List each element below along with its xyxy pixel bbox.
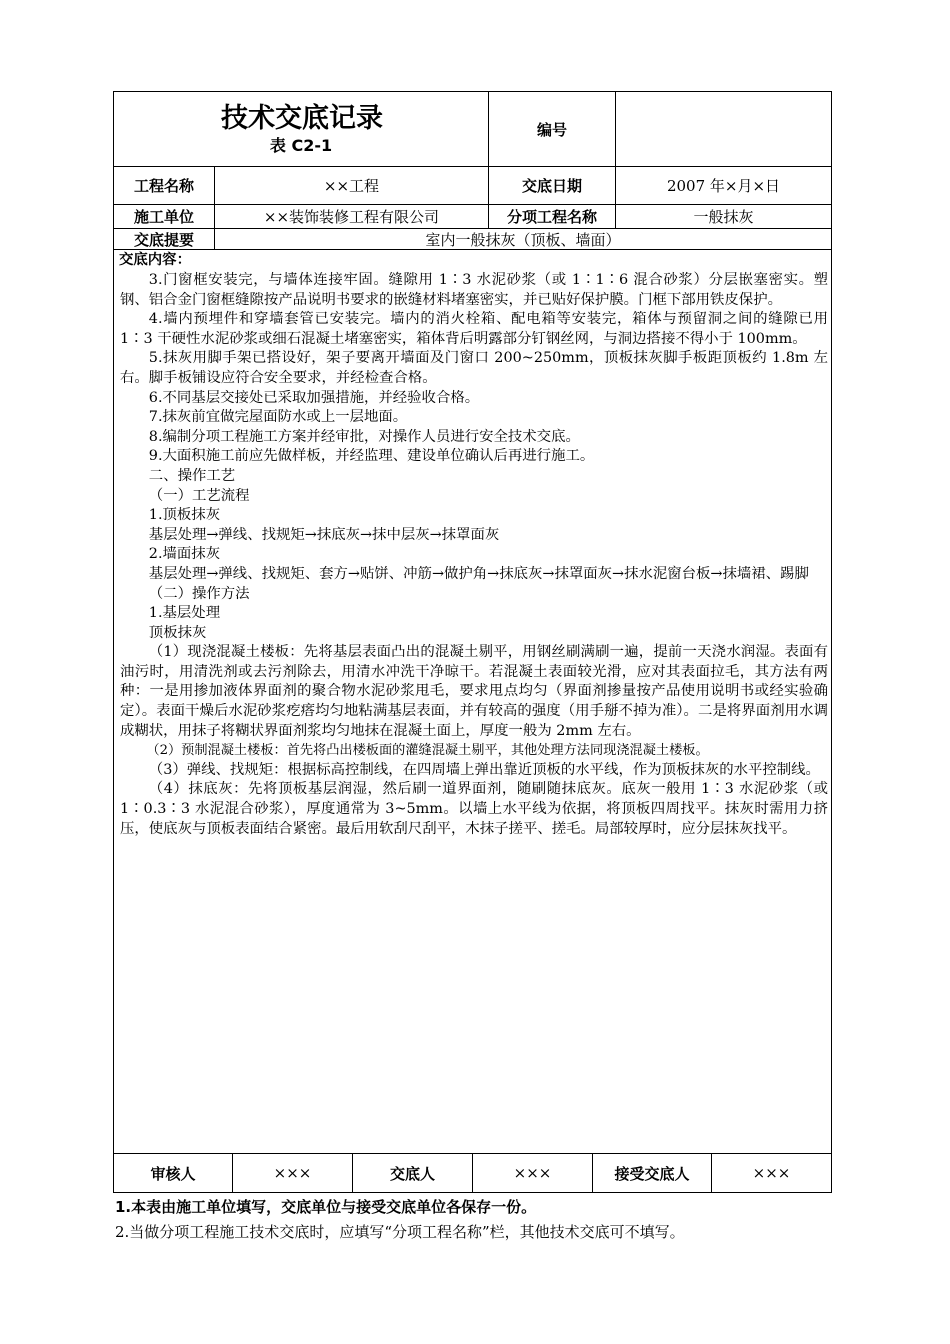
number-value (616, 92, 831, 166)
footnote-2: 2.当做分项工程施工技术交底时，应填写“分项工程名称”栏，其他技术交底可不填写。 (115, 1223, 685, 1241)
paragraph: 基层处理→弹线、找规矩→抹底灰→抹中层灰→抹罩面灰 (148, 526, 500, 543)
content-heading: 交底内容： (119, 252, 191, 268)
paragraph: 基层处理→弹线、找规矩、套方→贴饼、冲筋→做护角→抹底灰→抹罩面灰→抹水泥窗台板→抹墙裙、踢脚 (148, 565, 809, 582)
date-label: 交底日期 (521, 177, 582, 195)
date-value: 2007 年×月×日 (666, 177, 781, 195)
paragraph: 6.不同基层交接处已采取加强措施，并经验收合格。 (148, 389, 480, 406)
project-name-label: 工程名称 (133, 177, 194, 195)
paragraph: 2.墙面抹灰 (148, 546, 221, 563)
paragraph: 3.门窗框安装完，与墙体连接牢固。缝隙用 1∶3 水泥砂浆（或 1∶1∶6 混合砂浆）分层嵌塞密实。塑钢、铝合金门窗框缝隙按产品说明书要求的嵌缝材料堵塞密实，并已贴好保护膜。门框下部用铁皮保护。 (120, 272, 828, 308)
receiver-value: ××× (752, 1164, 791, 1182)
paragraph: 顶板抹灰 (148, 624, 207, 641)
paragraph: 1.顶板抹灰 (148, 507, 221, 524)
subproject-label: 分项工程名称 (506, 208, 597, 226)
paragraph: 8.编制分项工程施工方案并经审批，对操作人员进行安全技术交底。 (148, 428, 580, 445)
unit-label: 施工单位 (133, 208, 194, 226)
paragraph: （3）弹线、找规矩：根据标高控制线，在四周墙上弹出靠近顶板的水平线，作为顶板抹灰的水平控制线。 (148, 761, 820, 778)
page-title: 技术交底记录 (221, 103, 383, 134)
project-name-value: ××工程 (323, 177, 380, 195)
paragraph: 1.基层处理 (148, 605, 221, 622)
title-block (114, 92, 488, 166)
paragraph: 9.大面积施工前应先做样板，并经监理、建设单位确认后再进行施工。 (148, 448, 595, 465)
receiver-label: 接受交底人 (614, 1164, 690, 1183)
subsection-heading: （一）工艺流程 (148, 487, 250, 504)
summary-label: 交底提要 (133, 230, 194, 249)
unit-value: ××装饰装修工程有限公司 (263, 208, 440, 226)
reviewer-label: 审核人 (150, 1164, 196, 1183)
paragraph: 4.墙内预埋件和穿墙套管已安装完。墙内的消火栓箱、配电箱等安装完，箱体与预留洞之间的缝隙已用 1∶3 干硬性水泥砂浆或细石混凝土堵塞密实，箱体背后明露部分钉钢丝网，与洞边搭接不得小于 100mm。 (120, 311, 828, 347)
presenter-value: ××× (513, 1164, 552, 1182)
paragraph: （2）预制混凝土楼板：首先将凸出楼板面的灌缝混凝土剔平，其他处理方法同现浇混凝土楼板。 (146, 743, 709, 759)
number-label: 编号 (536, 120, 567, 139)
subsection-heading: （二）操作方法 (148, 585, 250, 602)
summary-value: 室内一般抹灰（顶板、墙面） (425, 230, 621, 249)
footnote-1: 1.本表由施工单位填写，交底单位与接受交底单位各保存一份。 (115, 1198, 537, 1216)
presenter-label: 交底人 (389, 1164, 435, 1183)
subproject-value: 一般抹灰 (693, 208, 754, 226)
paragraph: （1）现浇混凝土楼板：先将基层表面凸出的混凝土剔平，用钢丝刷满刷一遍，提前一天浇水润湿。表面有油污时，用清洗剂或去污剂除去，用清水冲洗干净晾干。若混凝土表面较光滑，应对其表面拉毛，其方法有两种：一是用掺加液体界面剂的聚合物水泥砂浆甩毛，要求甩点均匀（界面剂掺量按产品使用说明书或经实验确定）。表面干燥后水泥砂浆疙瘩均匀地粘满基层表面，并有较高的强度（用手掰不掉为准）。二是将界面剂用水调成糊状，用抹子将糊状界面剂浆均匀地抹在混凝土面上，厚度一般为 2mm 左右。 (120, 644, 828, 739)
paragraph: （4）抹底灰：先将顶板基层润湿，然后刷一道界面剂，随刷随抹底灰。底灰一般用 1∶3 水泥砂浆（或 1∶0.3∶3 水泥混合砂浆），厚度通常为 3~5mm。以墙上水平线为依据，将顶板四周找平。抹灰时需用力挤压，使底灰与顶板表面结合紧密。最后用软刮尺刮平，木抹子搓平、搓毛。局部较厚时，应分层抹灰找平。 (120, 781, 828, 837)
form-number: 表 C2-1 (269, 136, 333, 155)
section-heading: 二、操作工艺 (148, 467, 236, 484)
reviewer-value: ××× (273, 1164, 312, 1182)
paragraph: 5.抹灰用脚手架已搭设好，架子要离开墙面及门窗口 200~250mm，顶板抹灰脚手板距顶板约 1.8m 左右。脚手板铺设应符合安全要求，并经检查合格。 (120, 350, 828, 386)
paragraph: 7.抹灰前宜做完屋面防水或上一层地面。 (148, 409, 408, 426)
content-body (120, 271, 828, 839)
